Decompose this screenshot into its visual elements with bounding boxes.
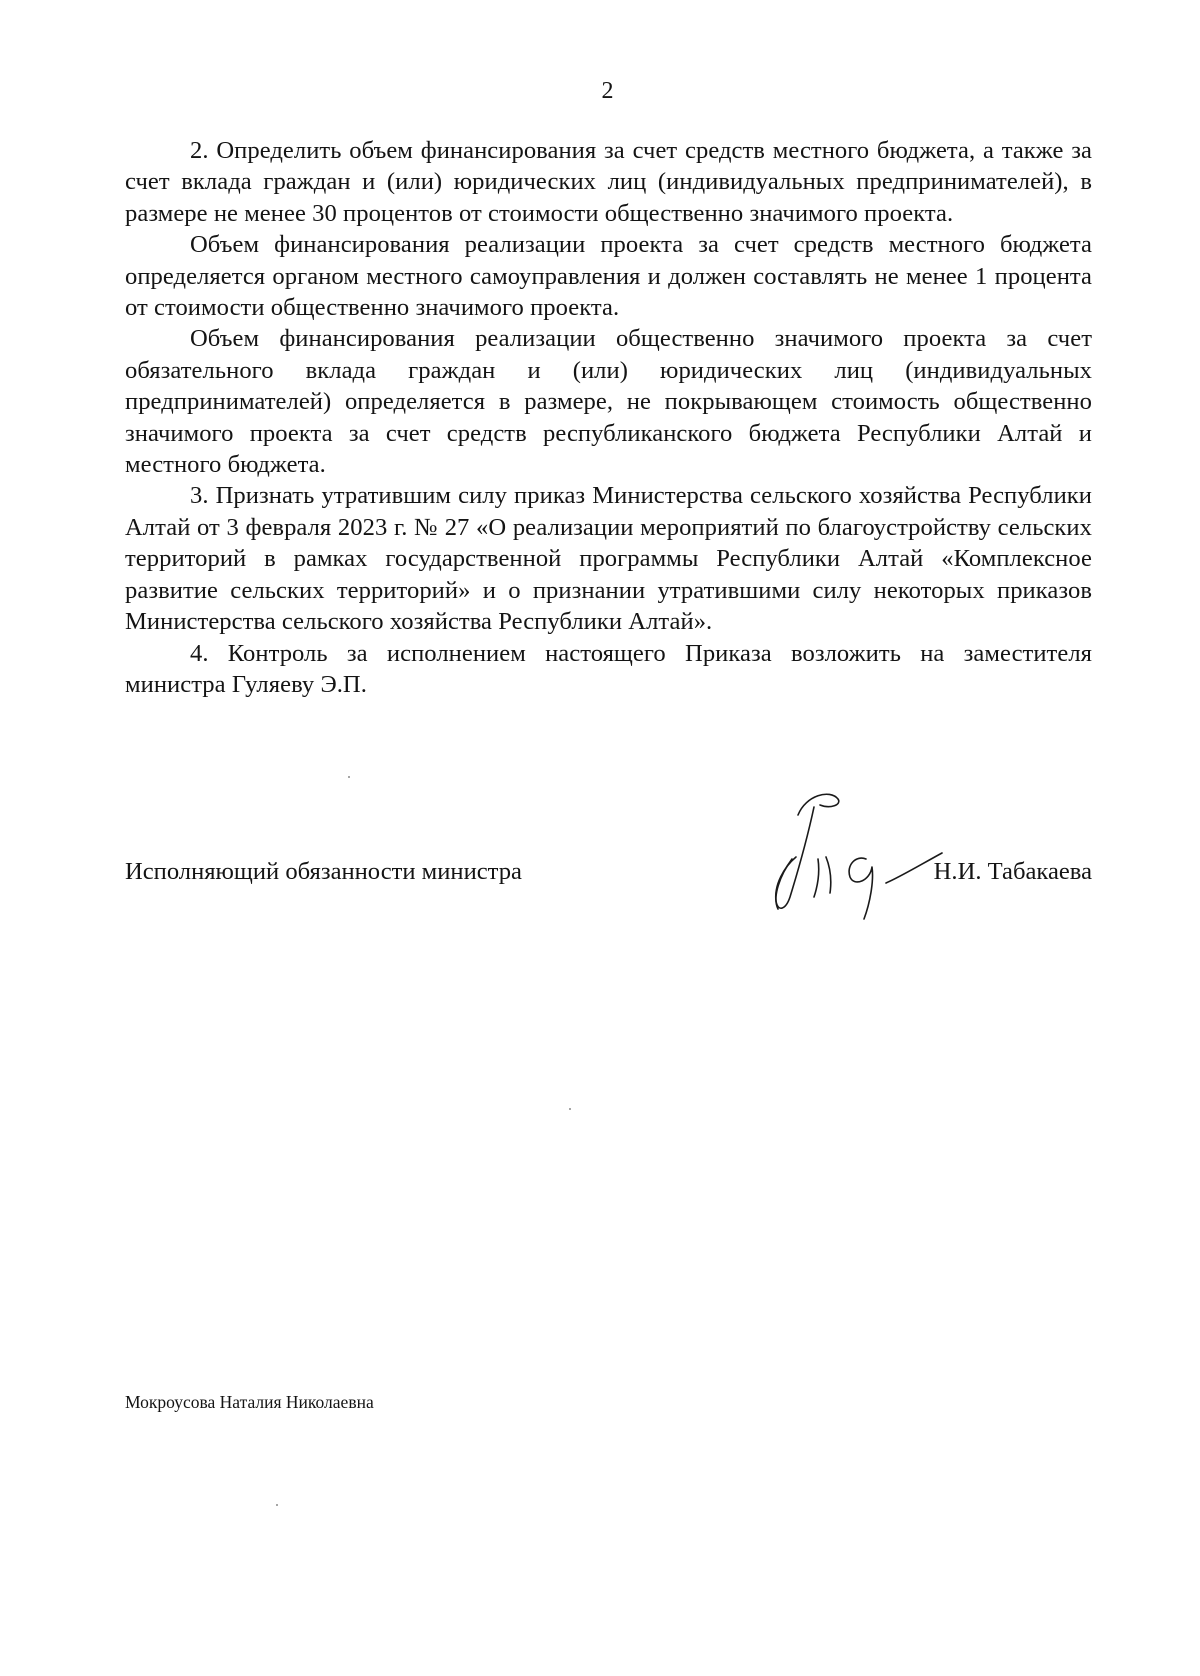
paragraph-local-budget: Объем финансирования реализации проекта за счет средств местного бюджета определяется органом местного самоуправления и должен составлять не менее 1 процента от стоимости общественно значимого проекта. (125, 231, 1092, 322)
document-body (125, 135, 1092, 700)
paragraph-item-3: 3. Признать утратившим силу приказ Министерства сельского хозяйства Республики Алтай от 3 февраля 2023 г. № 27 «О реализации мероприятий по благоустройству сельских территорий в рамках государственной программы Республики Алтай «Комплексное развитие сельских территорий» и о признании утратившими силу некоторых приказов Министерства сельского хозяйства Республики Алтай». (125, 482, 1092, 636)
paragraph-item-4: 4. Контроль за исполнением настоящего Приказа возложить на заместителя министра Гуляеву Э.П. (125, 639, 1092, 698)
paragraph-item-2: 2. Определить объем финансирования за счет средств местного бюджета, а также за счет вклада граждан и (или) юридических лиц (индивидуальных предпринимателей), в размере не менее 30 процентов от стоимости общественно значимого проекта. (125, 137, 1092, 227)
paragraph-citizen-contribution: Объем финансирования реализации общественно значимого проекта за счет обязательного вклада граждан и (или) юридических лиц (индивидуальных предпринимателей) определяется в размере, не покрывающем стоимость общественно значимого проекта за счет средств республиканского бюджета Республики Алтай и местного бюджета. (125, 325, 1092, 479)
signer-position: Исполняющий обязанности министра (125, 858, 522, 885)
signer-name: Н.И. Табакаева (933, 858, 1092, 885)
signature-block (125, 785, 1092, 925)
executor-name: Мокроусова Наталия Николаевна (125, 1392, 374, 1412)
scan-speck (276, 1504, 278, 1506)
page-number: 2 (601, 78, 614, 104)
handwritten-signature (680, 785, 1000, 925)
scan-speck (569, 1108, 571, 1110)
scan-speck (348, 776, 350, 778)
